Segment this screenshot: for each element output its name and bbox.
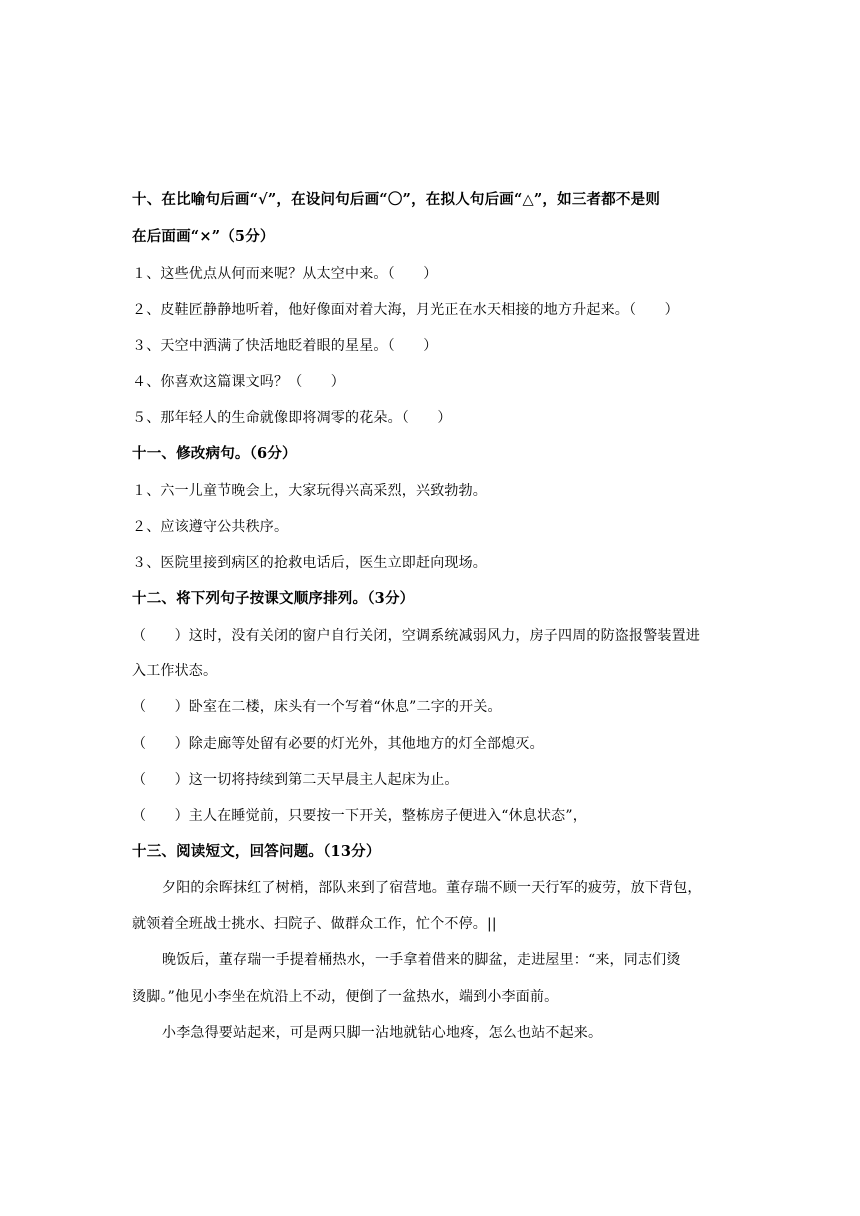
- section-12-heading: 十二、将下列句子按课文顺序排列。（3分）: [132, 590, 415, 607]
- section-10-item-3: ３、天空中洒满了快活地眨着眼的星星。（ ）: [132, 338, 438, 354]
- section-11-item-2: ２、应该遵守公共秩序。: [132, 519, 289, 535]
- passage-paragraph-2-line-1: 晚饭后，董存瑞一手提着桶热水，一手拿着借来的脚盆，走进屋里：“来，同志们烫: [162, 952, 681, 968]
- section-12-item-3: （ ）除走廊等处留有必要的灯光外，其他地方的灯全部熄灭。: [132, 736, 544, 752]
- section-12-item-1-line-2: 入工作状态。: [132, 663, 218, 679]
- section-11-heading: 十一、修改病句。（6分）: [132, 445, 297, 462]
- section-10-heading-line-1: 十、在比喻句后画“√”，在设问句后画“〇”，在拟人句后画“△”，如三者都不是则: [132, 191, 661, 208]
- section-12-item-4: （ ）这一切将持续到第二天早晨主人起床为止。: [132, 772, 459, 788]
- section-11-item-1: １、六一儿童节晚会上，大家玩得兴高采烈，兴致勃勃。: [132, 483, 487, 499]
- section-12-item-5: （ ）主人在睡觉前，只要按一下开关，整栋房子便进入“休息状态”，: [132, 808, 587, 824]
- section-10-item-5: ５、那年轻人的生命就像即将凋零的花朵。（ ）: [132, 410, 452, 426]
- section-10-heading-line-2: 在后面画“×”（5分）: [132, 228, 275, 245]
- section-13-heading: 十三、阅读短文，回答问题。（13分）: [132, 843, 381, 860]
- passage-paragraph-3-line-1: 小李急得要站起来，可是两只脚一沾地就钻心地疼，怎么也站不起来。: [162, 1025, 603, 1041]
- passage-paragraph-2-line-2: 烫脚。”他见小李坐在炕沿上不动，便倒了一盆热水，端到小李面前。: [132, 989, 559, 1005]
- section-10-item-2: ２、皮鞋匠静静地听着，他好像面对着大海，月光正在水天相接的地方升起来。（ ）: [132, 302, 679, 318]
- passage-paragraph-1-line-1: 夕阳的余晖抹红了树梢，部队来到了宿营地。董存瑞不顾一天行军的疲劳，放下背包，: [162, 880, 702, 896]
- section-10-item-1: １、这些优点从何而来呢？从太空中来。（ ）: [132, 266, 438, 282]
- section-11-item-3: ３、医院里接到病区的抢救电话后，医生立即赶向现场。: [132, 555, 487, 571]
- section-10-item-4: ４、你喜欢这篇课文吗？（ ）: [132, 374, 345, 390]
- passage-paragraph-1-line-2: 就领着全班战士挑水、扫院子、做群众工作，忙个不停。||: [132, 916, 497, 932]
- section-12-item-1-line-1: （ ）这时，没有关闭的窗户自行关闭，空调系统减弱风力，房子四周的防盗报警装置进: [132, 628, 700, 644]
- section-12-item-2: （ ）卧室在二楼，床头有一个写着“休息”二字的开关。: [132, 699, 502, 715]
